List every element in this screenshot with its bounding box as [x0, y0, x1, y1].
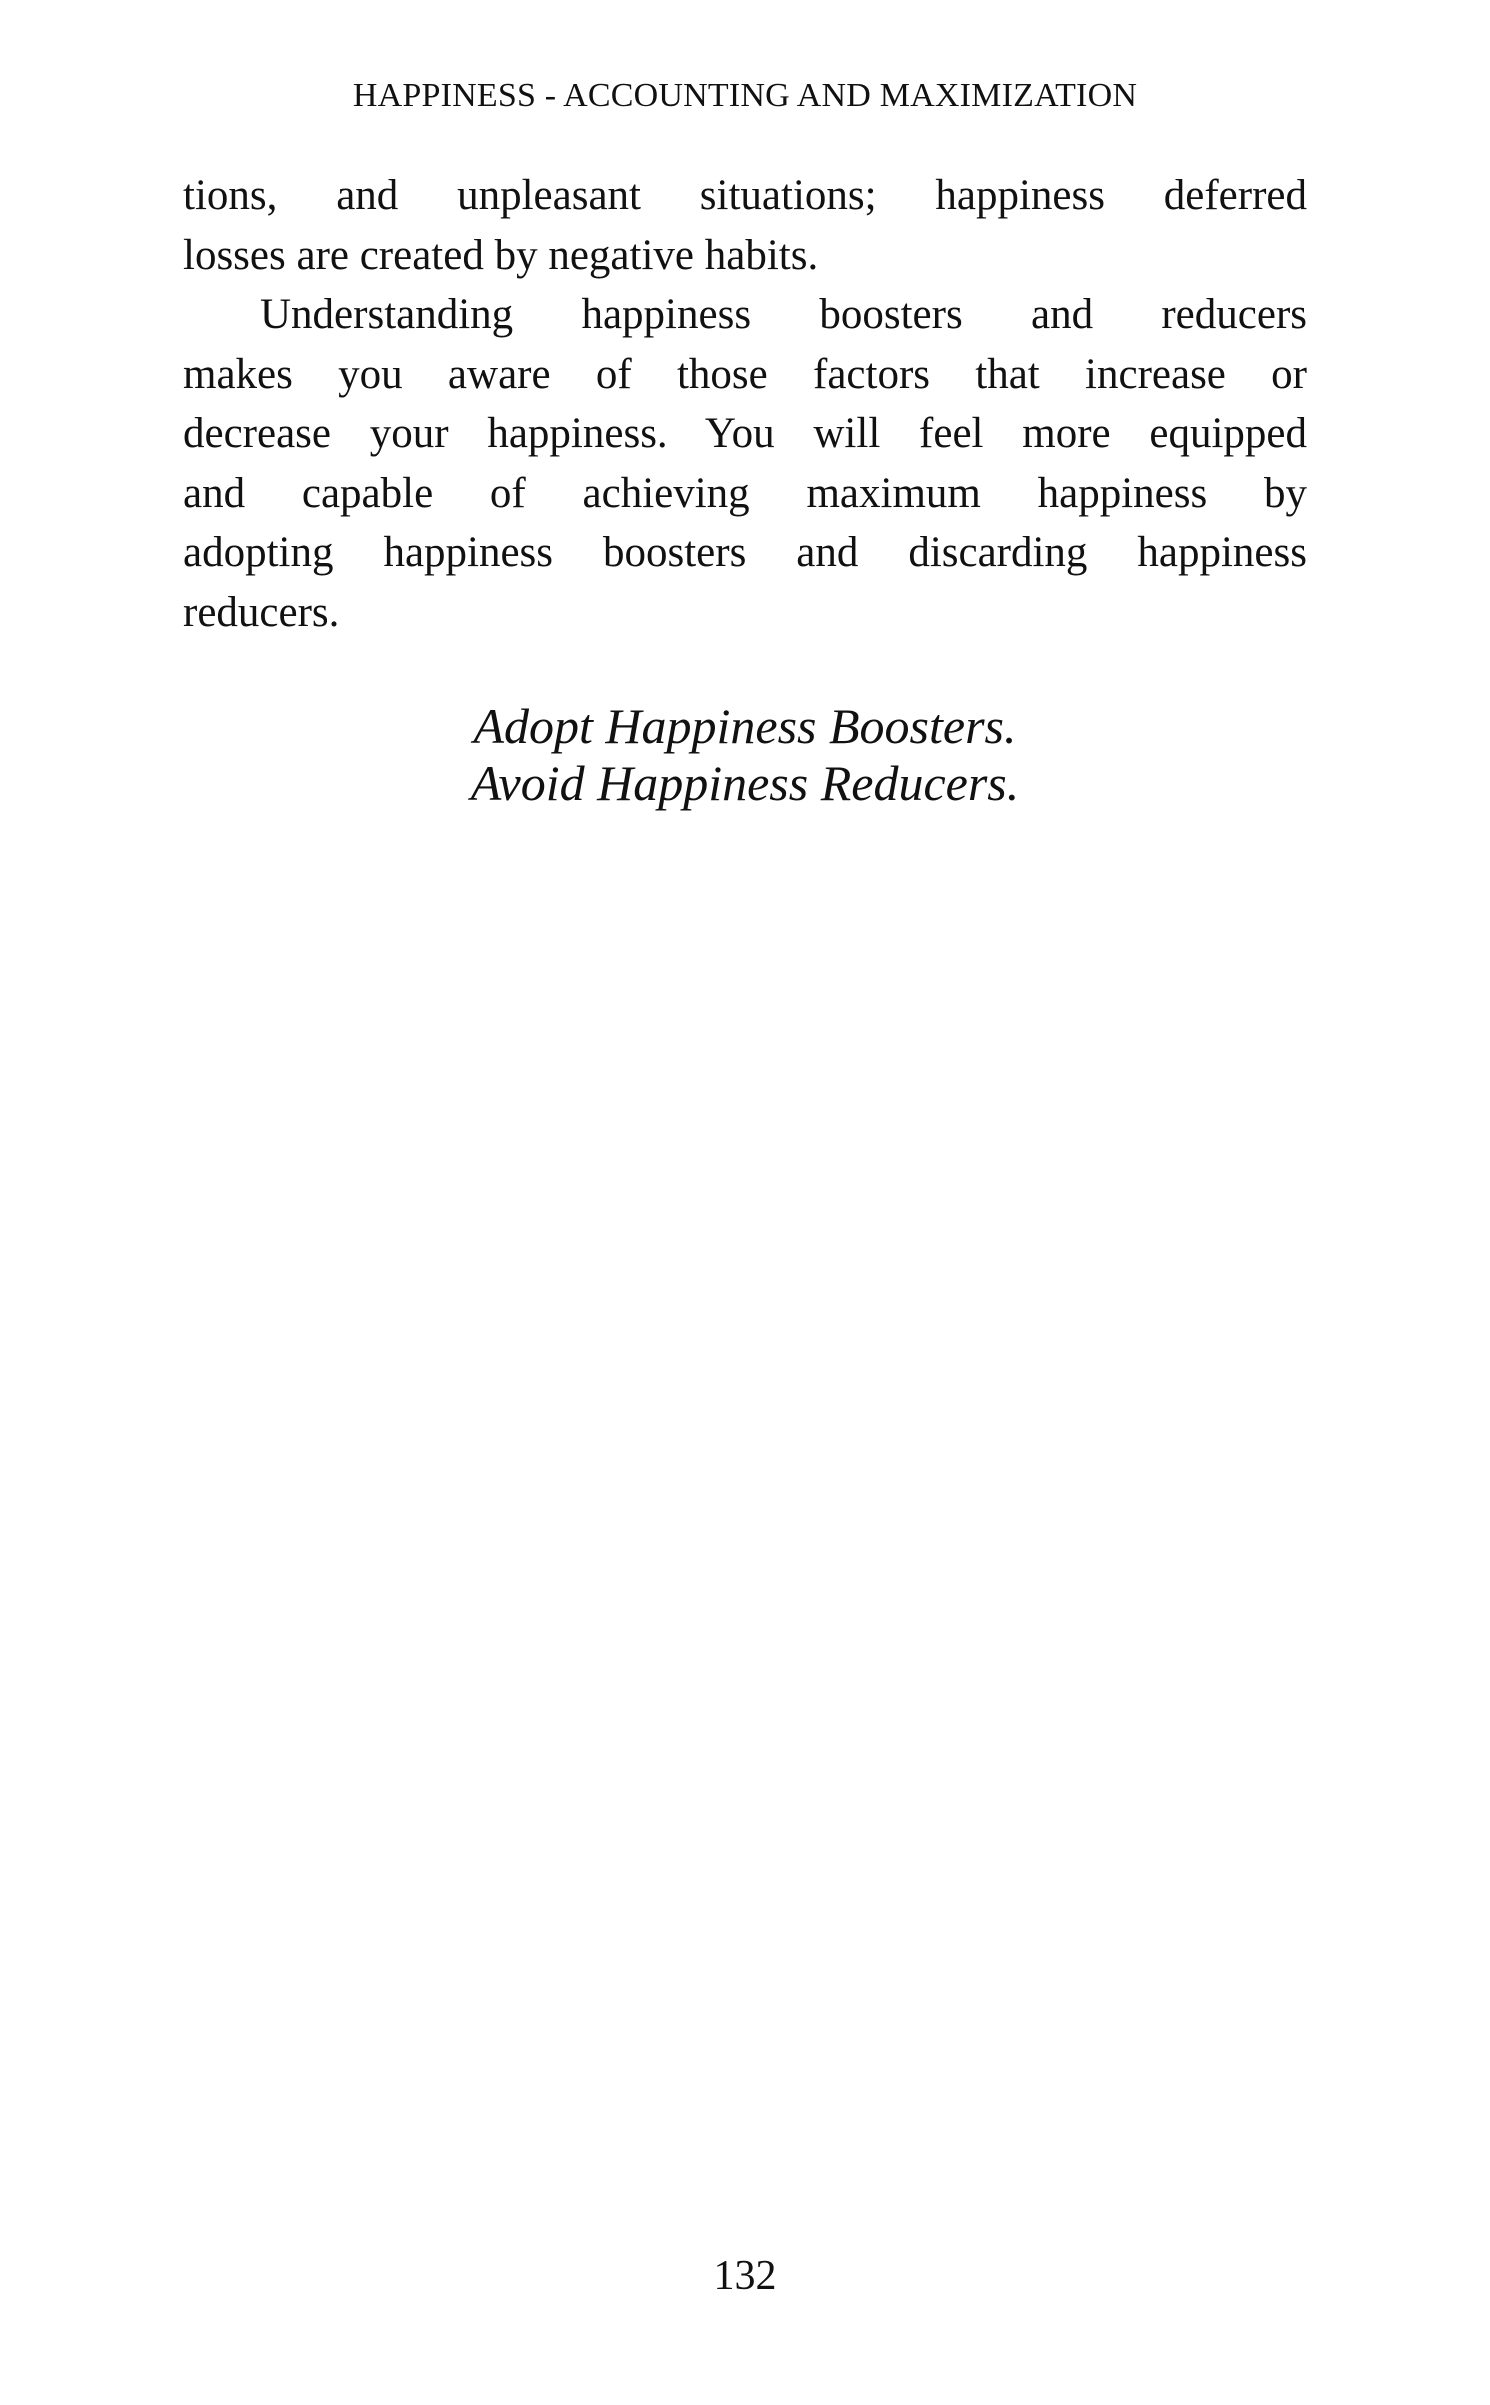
paragraph-2-line-4: and capable of achieving maximum happiness by — [183, 469, 1307, 517]
paragraph-2-line-2: makes you aware of those factors that increase or — [183, 350, 1307, 398]
paragraph-2-line-1: Understanding happiness boosters and reducers — [260, 291, 1307, 338]
motto-line-adopt: Adopt Happiness Boosters. — [473, 698, 1017, 754]
paragraph-2-line-5: adopting happiness boosters and discarding happiness — [183, 529, 1307, 576]
page-number: 132 — [713, 2253, 777, 2299]
paragraph-2-line-3: decrease your happiness. You will feel more equipped — [183, 410, 1307, 457]
paragraph-2-line-6: reducers. — [183, 588, 340, 636]
running-header: HAPPINESS - ACCOUNTING AND MAXIMIZATION — [352, 77, 1138, 114]
motto-line-avoid: Avoid Happiness Reducers. — [470, 755, 1020, 811]
body-text — [183, 166, 1307, 642]
motto — [0, 698, 1490, 812]
paragraph-1-line-1: tions, and unpleasant situations; happiness deferred — [183, 172, 1307, 219]
paragraph-1-line-2: losses are created by negative habits. — [183, 231, 819, 279]
